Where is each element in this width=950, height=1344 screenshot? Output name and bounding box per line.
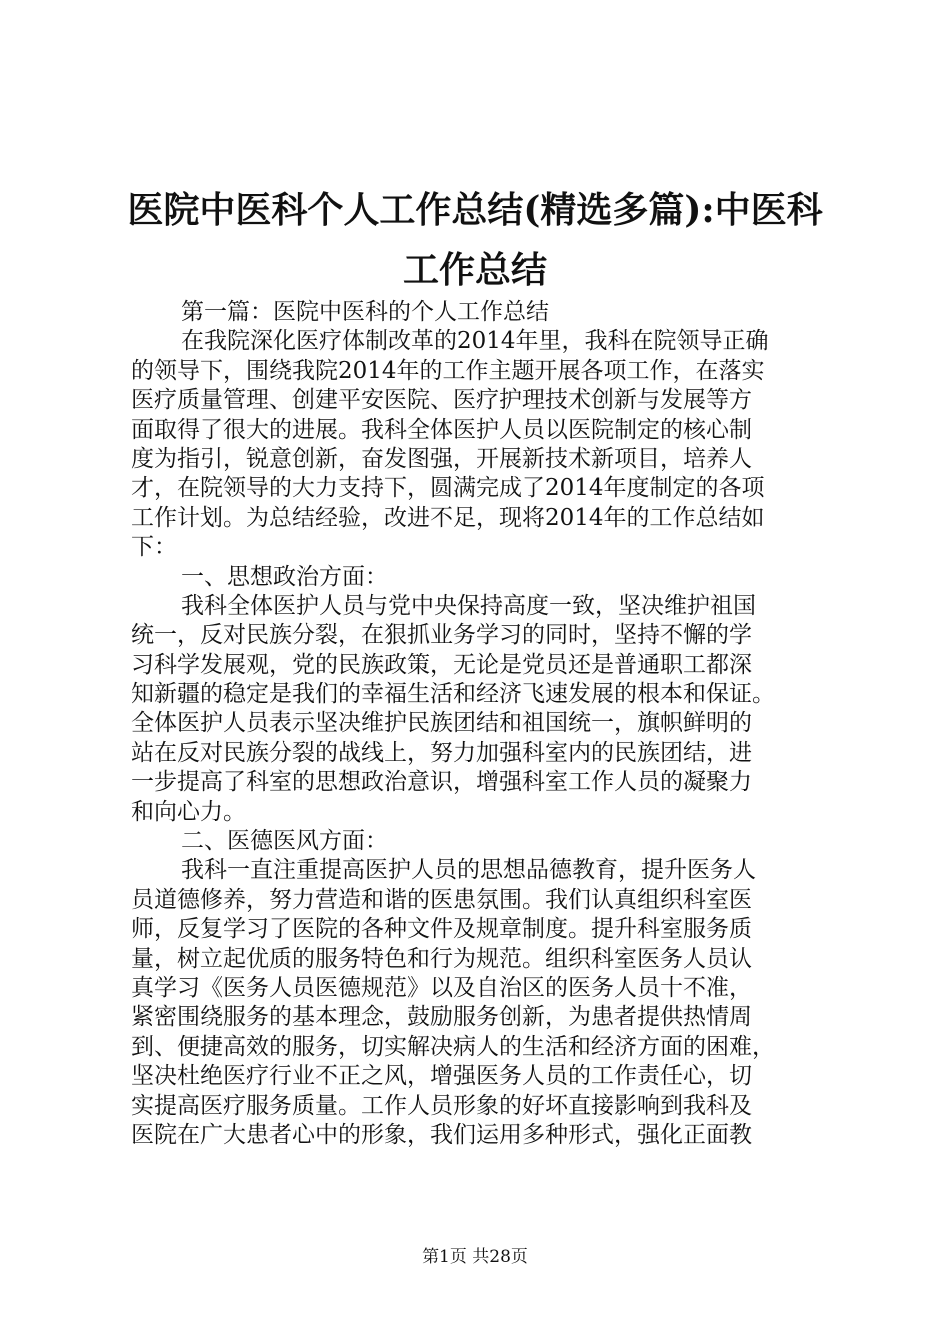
paragraph-line: 我科一直注重提高医护人员的思想品德教育，提升医务人 xyxy=(181,857,756,884)
paragraph-line: 一步提高了科室的思想政治意识，增强科室工作人员的凝聚力 xyxy=(131,769,752,796)
section-heading: 第一篇：医院中医科的个人工作总结 xyxy=(181,299,549,325)
paragraph-line: 站在反对民族分裂的战线上，努力加强科室内的民族团结，进 xyxy=(131,739,752,766)
paragraph-line: 工作计划。为总结经验，改进不足，现将2014年的工作总结如 xyxy=(131,504,765,531)
paragraph-line: 师，反复学习了医院的各种文件及规章制度。提升科室服务质 xyxy=(131,916,752,943)
paragraph-line: 我科全体医护人员与党中央保持高度一致，坚决维护祖国 xyxy=(181,592,756,619)
paragraph-line: 面取得了很大的进展。我科全体医护人员以医院制定的核心制 xyxy=(131,416,752,443)
paragraph-line: 下： xyxy=(131,534,177,561)
paragraph-line: 量，树立起优质的服务特色和行为规范。组织科室医务人员认 xyxy=(131,945,752,972)
paragraph-line: 坚决杜绝医疗行业不正之风，增强医务人员的工作责任心，切 xyxy=(131,1063,752,1090)
paragraph-line: 员道德修养，努力营造和谐的医患氛围。我们认真组织科室医 xyxy=(131,886,752,913)
paragraph-line: 紧密围绕服务的基本理念，鼓励服务创新，为患者提供热情周 xyxy=(131,1004,752,1031)
section-heading: 二、医德医风方面： xyxy=(181,828,388,855)
paragraph-line: 度为指引，锐意创新，奋发图强，开展新技术新项目，培养人 xyxy=(131,445,752,472)
paragraph-line: 的领导下，围绕我院2014年的工作主题开展各项工作，在落实 xyxy=(131,357,765,384)
document-title-line-1: 医院中医科个人工作总结(精选多篇):中医科 xyxy=(127,189,823,231)
paragraph-line: 统一，反对民族分裂，在狠抓业务学习的同时，坚持不懈的学 xyxy=(131,622,752,649)
document-title-line-2: 工作总结 xyxy=(402,249,547,291)
paragraph-line: 医院在广大患者心中的形象，我们运用多种形式，强化正面教 xyxy=(131,1121,752,1148)
paragraph-line: 在我院深化医疗体制改革的2014年里，我科在院领导正确 xyxy=(181,328,769,355)
paragraph-line: 知新疆的稳定是我们的幸福生活和经济飞速发展的根本和保证。 xyxy=(131,681,775,708)
paragraph-line: 到、便捷高效的服务，切实解决病人的生活和经济方面的困难， xyxy=(131,1033,775,1060)
paragraph-line: 全体医护人员表示坚决维护民族团结和祖国统一，旗帜鲜明的 xyxy=(131,710,752,737)
paragraph-line: 医疗质量管理、创建平安医院、医疗护理技术创新与发展等方 xyxy=(131,387,752,414)
paragraph-line: 和向心力。 xyxy=(131,798,246,825)
section-heading: 一、思想政治方面： xyxy=(181,563,388,590)
paragraph-line: 习科学发展观，党的民族政策，无论是党员还是普通职工都深 xyxy=(131,651,752,678)
paragraph-line: 才，在院领导的大力支持下，圆满完成了2014年度制定的各项 xyxy=(131,475,765,502)
page-footer: 第1页 共28页 xyxy=(422,1247,528,1267)
document-body xyxy=(131,298,831,1150)
paragraph-line: 实提高医疗服务质量。工作人员形象的好坏直接影响到我科及 xyxy=(131,1092,752,1119)
paragraph-line: 真学习《医务人员医德规范》以及自治区的医务人员十不准， xyxy=(131,974,752,1001)
